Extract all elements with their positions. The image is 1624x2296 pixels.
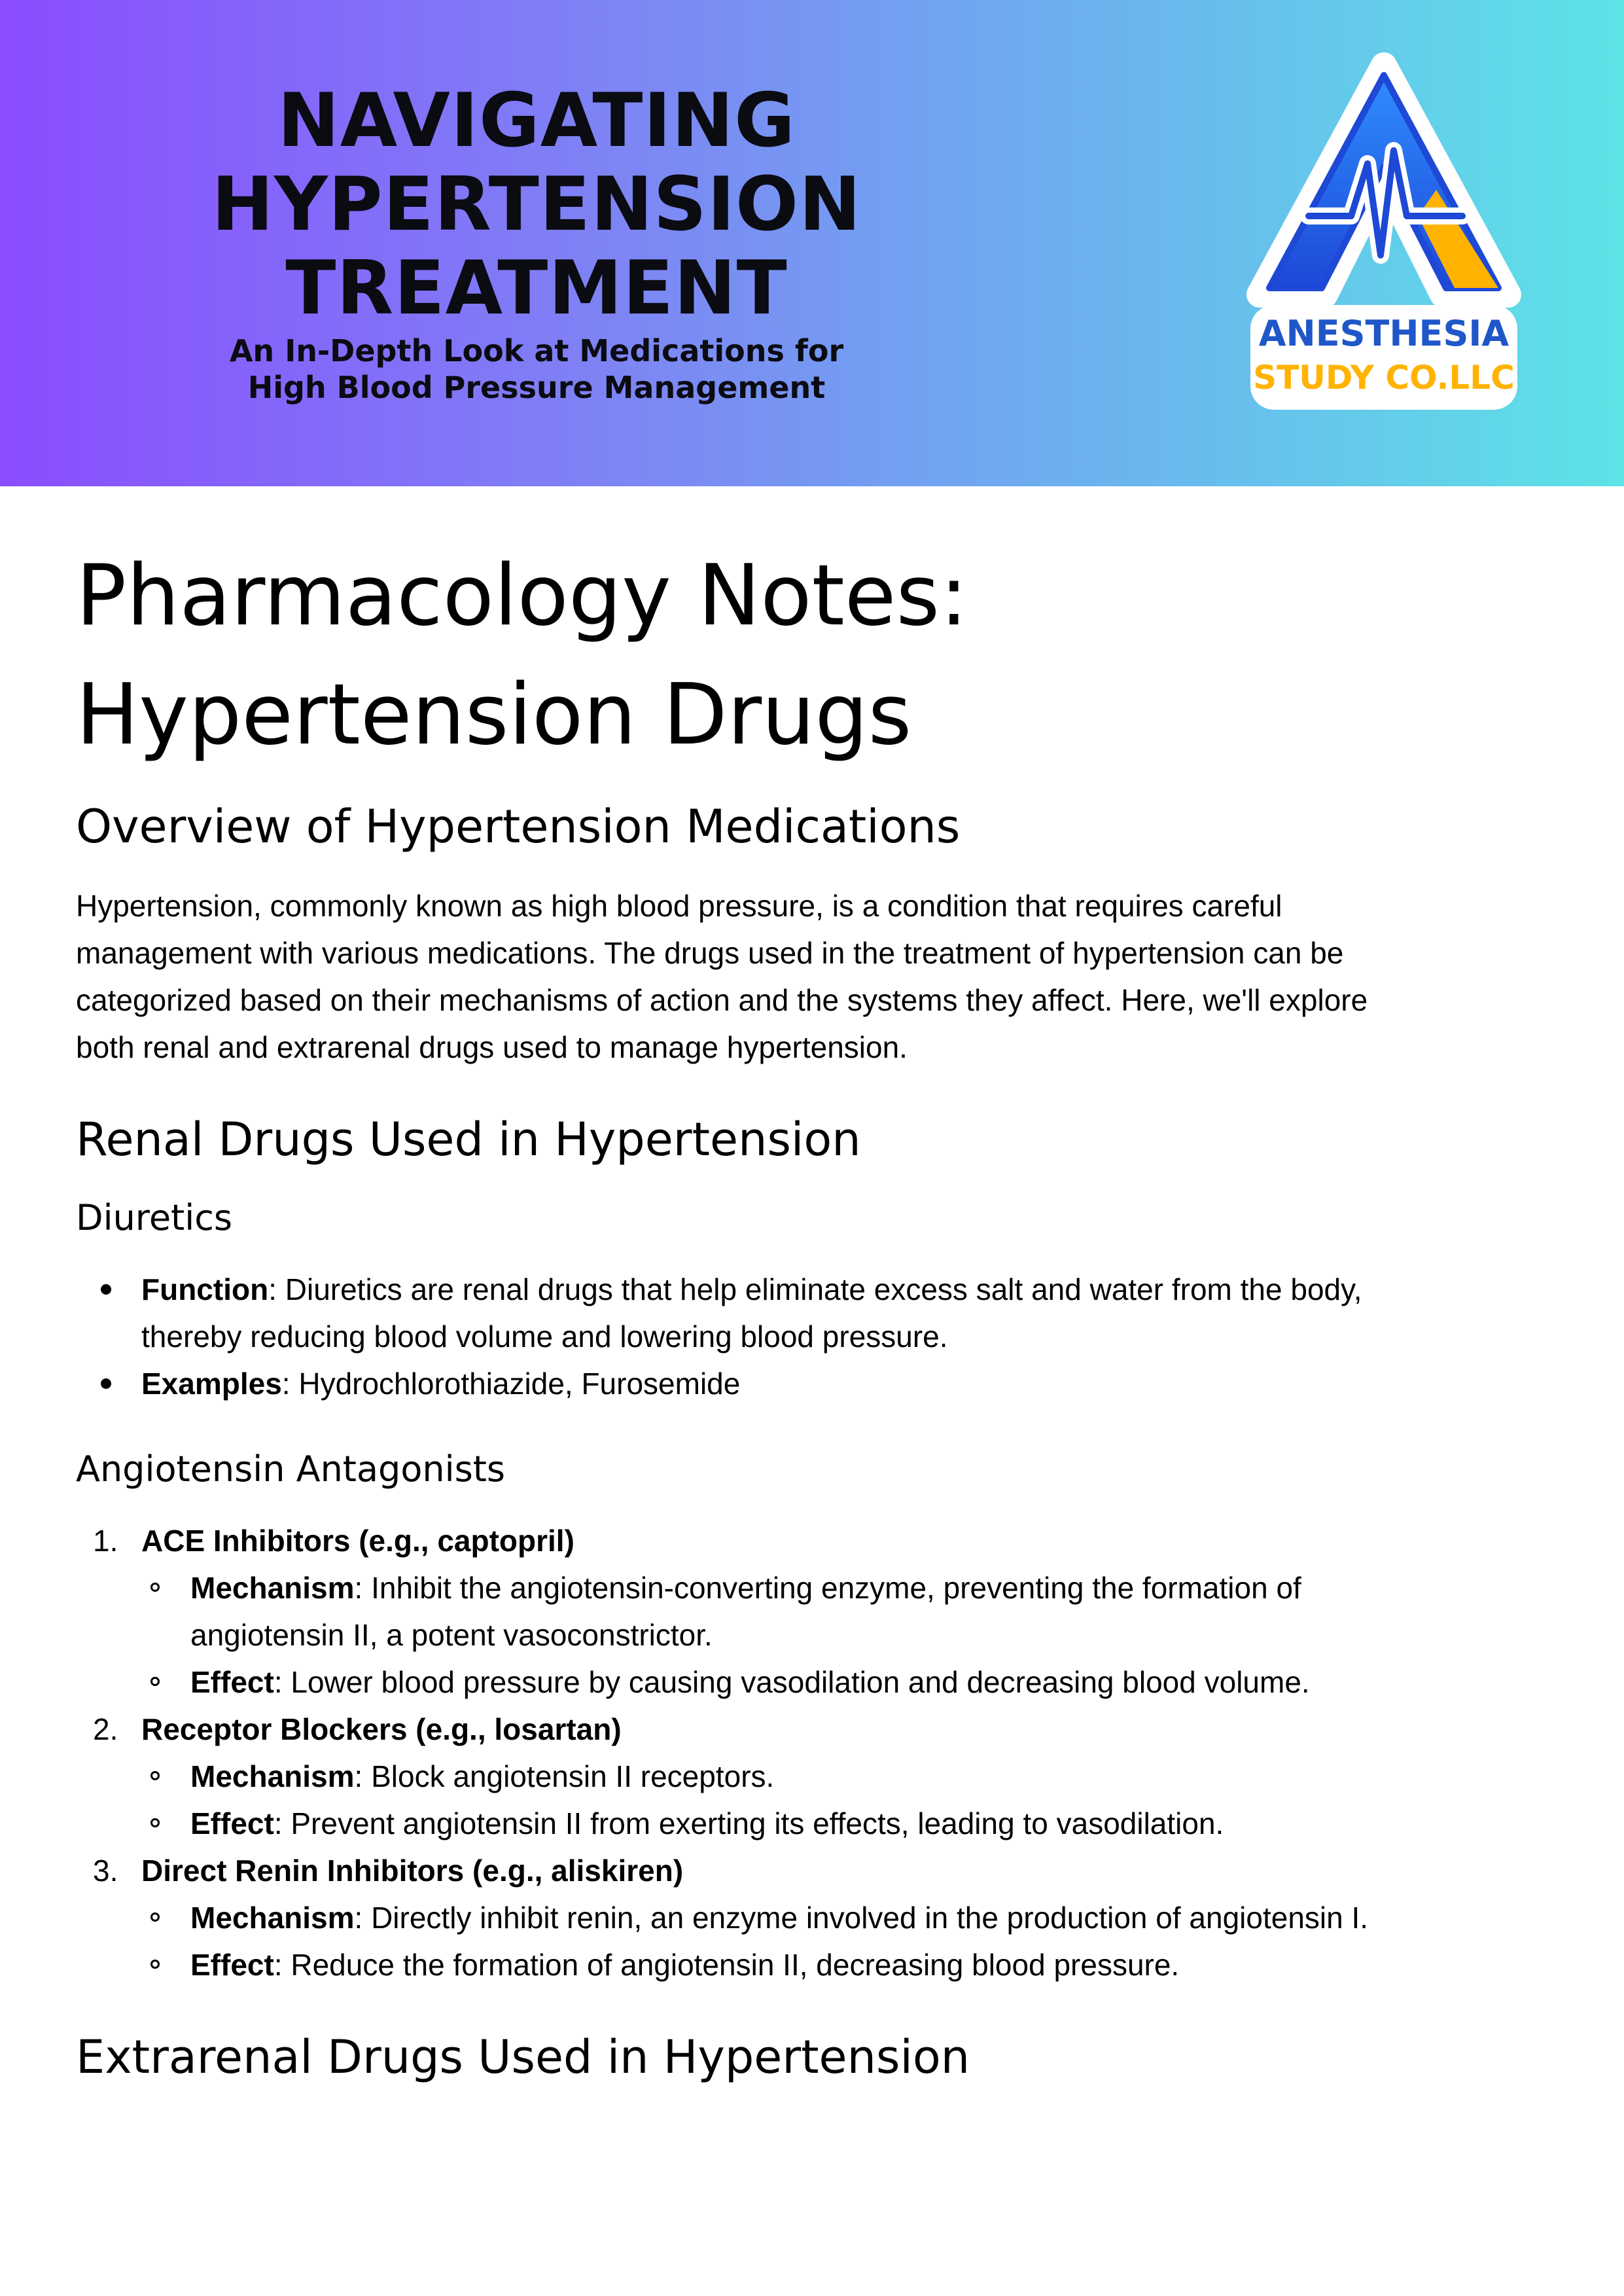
item-text: : Inhibit the angiotensin-converting enzyme, preventing the formation of [354,1571,1301,1605]
item-label: Effect [190,1806,274,1840]
item-text: thereby reducing blood volume and lowering blood pressure. [141,1319,948,1354]
logo-a-icon [1246,52,1521,314]
diuretics-list [76,1266,1548,1407]
circle-bullet-icon [150,1677,160,1686]
bullet-icon [101,1284,111,1295]
sub-item [141,1800,1548,1847]
item-text: : Lower blood pressure by causing vasodilation and decreasing blood volume. [274,1665,1310,1699]
paragraph-line: Hypertension, commonly known as high blood pressure, is a condition that requires careful [76,889,1282,923]
item-label: Function [141,1272,269,1306]
item-text: : Block angiotensin II receptors. [354,1759,775,1793]
item-label: Examples [141,1367,282,1401]
document-title-line: Hypertension Drugs [76,666,912,764]
banner-subtitle [85,332,988,406]
item-label: Mechanism [190,1759,355,1793]
banner-title-line: TREATMENT [285,245,788,331]
list-item [76,1706,1548,1847]
company-logo [1246,52,1521,419]
list-item [76,1360,1548,1407]
item-text: : Reduce the formation of angiotensin II, decreasing blood pressure. [274,1948,1180,1982]
extrarenal-heading: Extrarenal Drugs Used in Hypertension [76,2030,970,2084]
item-text: : Hydrochlorothiazide, Furosemide [281,1367,741,1401]
item-title: Direct Renin Inhibitors (e.g., aliskiren) [141,1854,684,1888]
banner-subtitle-line: An In-Depth Look at Medications for [229,333,844,368]
angiotensin-list [76,1517,1548,1988]
banner-title [85,79,988,330]
sub-item [141,1753,1548,1800]
sub-item [141,1564,1548,1659]
paragraph-line: categorized based on their mechanisms of action and the systems they affect. Here, we'll explore [76,983,1368,1017]
item-label: Mechanism [190,1571,355,1605]
item-label: Mechanism [190,1901,355,1935]
item-text: : Diuretics are renal drugs that help eliminate excess salt and water from the body, [268,1272,1362,1306]
overview-heading: Overview of Hypertension Medications [76,800,961,853]
banner-title-line: HYPERTENSION [211,161,862,247]
item-text: angiotensin II, a potent vasoconstrictor. [190,1618,713,1652]
circle-bullet-icon [150,1960,160,1969]
item-text: : Prevent angiotensin II from exerting its effects, leading to vasodilation. [274,1806,1224,1840]
list-number: 3. [93,1854,118,1888]
logo-line2: STUDY CO.LLC [1253,359,1515,397]
item-label: Effect [190,1948,274,1982]
item-title: ACE Inhibitors (e.g., captopril) [141,1524,574,1558]
circle-bullet-icon [150,1583,160,1592]
circle-bullet-icon [150,1912,160,1922]
list-item [76,1266,1548,1360]
sub-list [141,1753,1548,1847]
list-number: 2. [93,1712,118,1746]
angiotensin-heading: Angiotensin Antagonists [76,1448,506,1490]
item-text: : Directly inhibit renin, an enzyme involved in the production of angiotensin I. [354,1901,1369,1935]
list-item [76,1517,1548,1706]
list-number: 1. [93,1524,118,1558]
circle-bullet-icon [150,1771,160,1780]
sub-item [141,1941,1548,1988]
document-title [76,537,1548,775]
paragraph-line: both renal and extrarenal drugs used to manage hypertension. [76,1030,908,1064]
bullet-icon [101,1378,111,1389]
sub-list [141,1894,1548,1988]
document-title-line: Pharmacology Notes: [76,547,968,645]
document-body [76,537,1548,2087]
circle-bullet-icon [150,1818,160,1827]
item-title: Receptor Blockers (e.g., losartan) [141,1712,622,1746]
paragraph-line: management with various medications. The drugs used in the treatment of hypertension can be [76,936,1344,970]
sub-item [141,1894,1548,1941]
logo-line1: ANESTHESIA [1258,313,1509,354]
sub-list [141,1564,1548,1706]
item-label: Effect [190,1665,274,1699]
banner-subtitle-line: High Blood Pressure Management [247,370,826,405]
list-item [76,1847,1548,1988]
overview-paragraph [76,882,1548,1071]
sub-item [141,1659,1548,1706]
header-banner [0,0,1624,486]
renal-heading: Renal Drugs Used in Hypertension [76,1113,861,1166]
banner-title-line: NAVIGATING [277,77,796,164]
diuretics-heading: Diuretics [76,1197,233,1238]
